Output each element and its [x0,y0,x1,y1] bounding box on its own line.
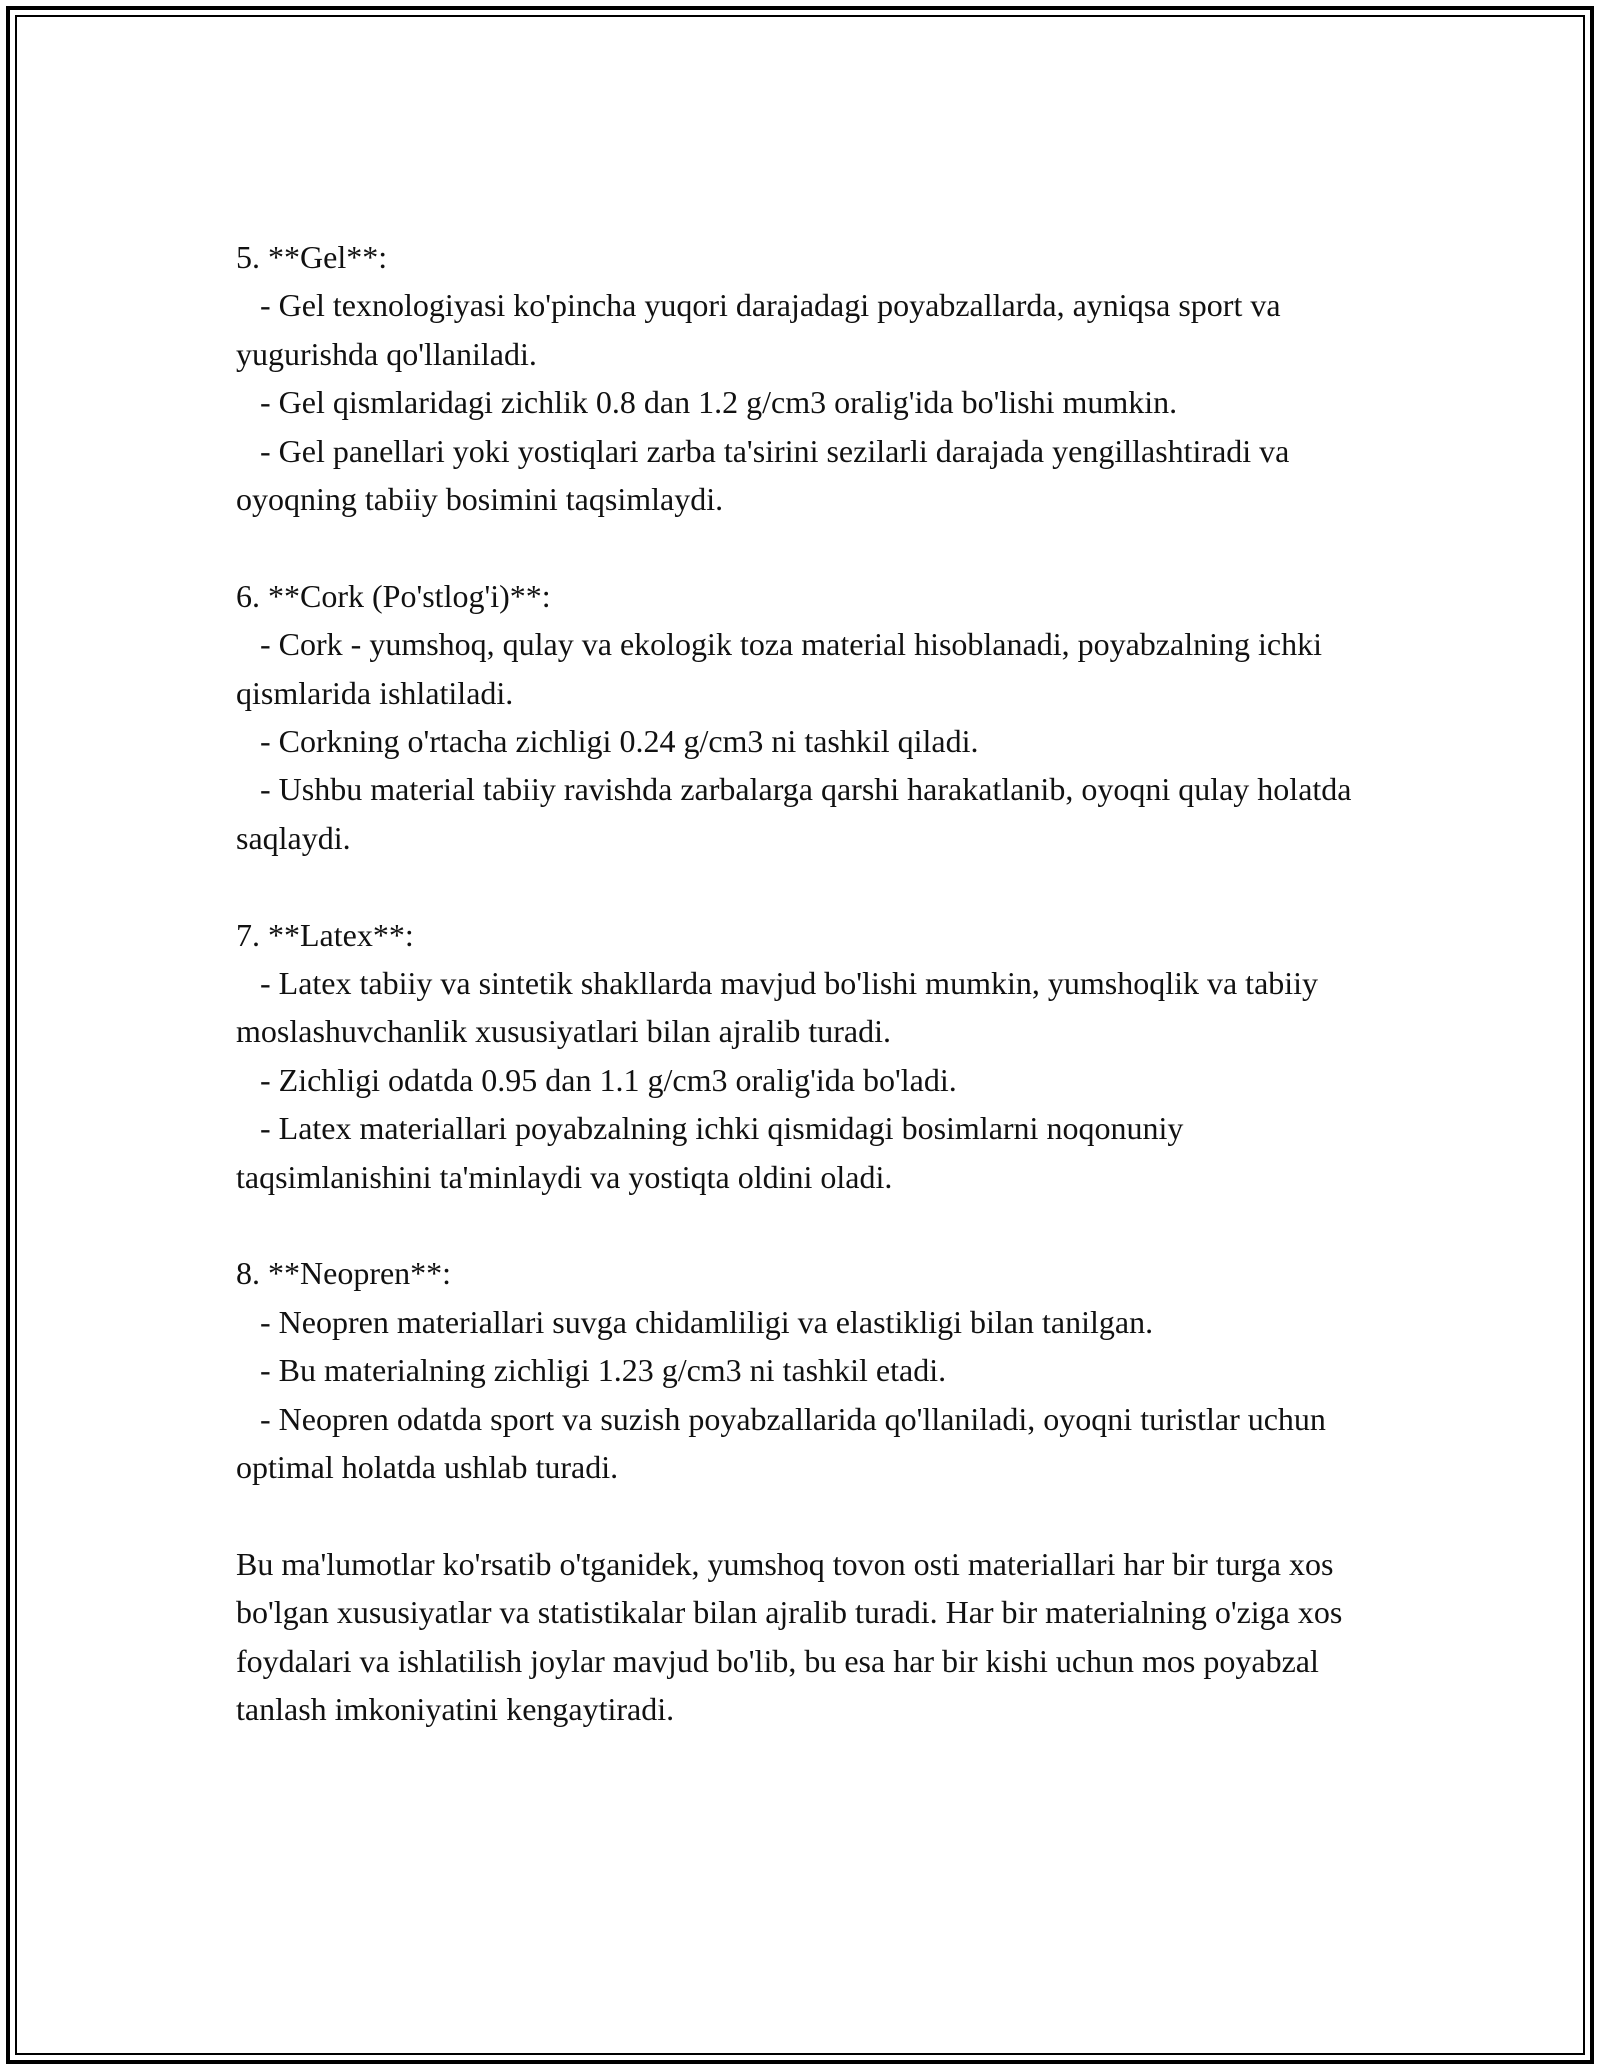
section-heading: 5. **Gel**: [236,239,388,275]
document-body [236,233,1366,1734]
section-latex [236,911,1366,1201]
bullet-item: - Bu materialning zichligi 1.23 g/cm3 ni tashkil etadi. [236,1352,947,1389]
bullet-item: - Ushbu material tabiiy ravishda zarbalarga qarshi harakatlanib, oyoqni qulay holatda saqlaydi. [236,771,1360,856]
bullet-item: - Neopren materiallari suvga chidamliligi va elastikligi bilan tanilgan. [236,1303,1154,1340]
bullet-item: - Gel texnologiyasi ko'pincha yuqori darajadagi poyabzallarda, ayniqsa sport va yugurishda qo'llaniladi. [236,287,1289,372]
section-heading: 6. **Cork (Po'stlog'i)**: [236,577,551,614]
bullet-item: - Corkning o'rtacha zichligi 0.24 g/cm3 ni tashkil qiladi. [236,723,979,760]
bullet-item: - Cork - yumshoq, qulay va ekologik toza material hisoblanadi, poyabzalning ichki qismlarida ishlatiladi. [236,626,1330,711]
section-heading: 8. **Neopren**: [236,1255,452,1292]
bullet-item: - Latex tabiiy va sintetik shakllarda mavjud bo'lishi mumkin, yumshoqlik va tabiiy moslashuvchanlik xususiyatlari bilan ajralib turadi. [236,965,1327,1050]
section-neopren [236,1249,1366,1491]
bullet-item: - Gel qismlaridagi zichlik 0.8 dan 1.2 g/cm3 oralig'ida bo'lishi mumkin. [236,384,1178,421]
bullet-item: - Gel panellari yoki yostiqlari zarba ta'sirini sezilarli darajada yengillashtiradi va oyoqning tabiiy bosimini taqsimlaydi. [236,432,1298,518]
bullet-item: - Latex materiallari poyabzalning ichki qismidagi bosimlarni noqonuniy taqsimlanishini ta'minlaydi va yostiqta oldini oladi. [236,1110,1192,1195]
conclusion-paragraph: Bu ma'lumotlar ko'rsatib o'tganidek, yumshoq tovon osti materiallari har bir turga xos bo'lgan xususiyatlar va statistikalar bilan ajralib turadi. Har bir materialning o'ziga xos foydalari va ishlatilish joylar mavjud bo'lib, bu esa har bir kishi uchun mos poyabzal tanlash imkoniyatini kengaytiradi. [236,1545,1351,1728]
bullet-item: - Zichligi odatda 0.95 dan 1.1 g/cm3 oralig'ida bo'ladi. [236,1061,957,1098]
section-cork [236,572,1366,862]
section-gel [236,233,1366,523]
bullet-item: - Neopren odatda sport va suzish poyabzallarida qo'llaniladi, oyoqni turistlar uchun optimal holatda ushlab turadi. [236,1400,1334,1486]
section-heading: 7. **Latex**: [236,916,414,953]
